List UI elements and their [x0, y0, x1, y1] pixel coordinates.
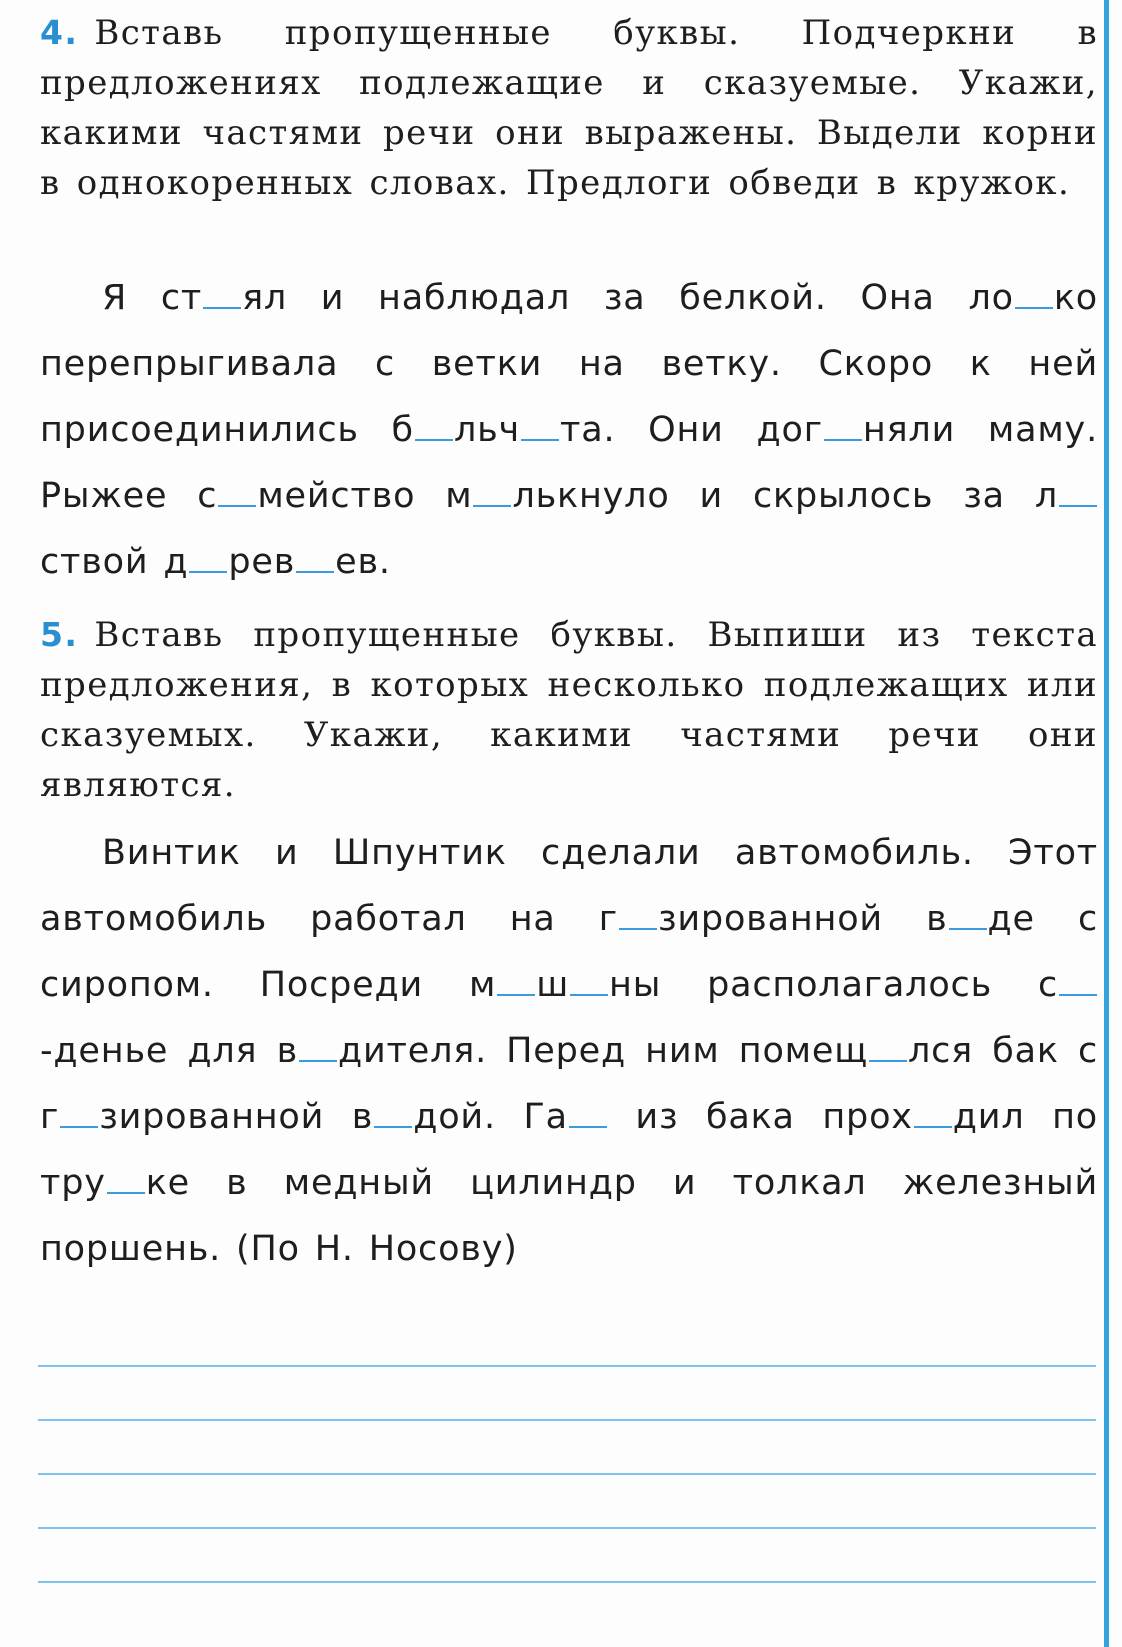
text-fragment: ны располагалось с: [609, 965, 1058, 1005]
letter-blank[interactable]: [299, 1034, 337, 1062]
letter-blank[interactable]: [569, 1100, 607, 1128]
text-fragment: де с сиропом. Посреди м: [40, 899, 1099, 1005]
letter-blank[interactable]: [619, 902, 657, 930]
letter-blank[interactable]: [914, 1100, 952, 1128]
answer-line[interactable]: [38, 1313, 1096, 1367]
letter-blank[interactable]: [473, 479, 511, 507]
letter-blank[interactable]: [189, 545, 227, 573]
text-fragment: зированной в: [657, 899, 948, 939]
task-4-instruction: Вставь пропущенные буквы. Подчеркни в предложениях подлежащие и сказуемые. Укажи, какими частями речи они выражены. Выдели корни в однокоренных словах. Предлоги обведи в кружок.: [40, 13, 1098, 203]
task-4: [40, 8, 1098, 208]
text-fragment: лся бак с г: [40, 1031, 1098, 1137]
answer-line[interactable]: [38, 1367, 1096, 1421]
answer-line[interactable]: [38, 1421, 1096, 1475]
text-fragment: дой. Га: [413, 1097, 568, 1137]
text-fragment: та. Они дог: [560, 410, 823, 450]
answer-line[interactable]: [38, 1529, 1096, 1583]
text-fragment: мейство м: [257, 476, 473, 516]
task-5-exercise-text: [40, 820, 1098, 1282]
text-fragment: -денье для в: [40, 1031, 298, 1071]
task-4-number: 4.: [40, 13, 79, 52]
text-fragment: Винтик и Шпунтик сделали автомобиль. Этот автомобиль работал на г: [40, 833, 1098, 939]
text-fragment: рев: [228, 542, 296, 582]
letter-blank[interactable]: [824, 413, 862, 441]
letter-blank[interactable]: [203, 281, 241, 309]
letter-blank[interactable]: [949, 902, 987, 930]
letter-blank[interactable]: [570, 968, 608, 996]
task-4-instruction-block: [40, 8, 1098, 208]
task-5-number: 5.: [40, 615, 79, 654]
text-fragment: из бака прох: [607, 1097, 913, 1137]
text-fragment: зированной в: [99, 1097, 374, 1137]
letter-blank[interactable]: [218, 479, 256, 507]
margin-rule: [1104, 0, 1109, 1647]
letter-blank[interactable]: [60, 1100, 98, 1128]
letter-blank[interactable]: [1059, 479, 1097, 507]
letter-blank[interactable]: [415, 413, 453, 441]
text-fragment: лькнуло и скрылось за л: [512, 476, 1058, 516]
letter-blank[interactable]: [296, 545, 334, 573]
letter-blank[interactable]: [869, 1034, 907, 1062]
letter-blank[interactable]: [497, 968, 535, 996]
text-fragment: ял и наблюдал за белкой. Она ло: [242, 278, 1014, 318]
answer-line[interactable]: [38, 1475, 1096, 1529]
answer-lines[interactable]: [38, 1313, 1096, 1583]
text-fragment: Я ст: [102, 278, 203, 318]
text-fragment: няли маму. Рыжее с: [40, 410, 1098, 516]
text-fragment: дил по тру: [40, 1097, 1098, 1203]
text-fragment: ке в медный цилиндр и толкал железный поршень. (По Н. Носову): [40, 1163, 1098, 1269]
task-5: [40, 610, 1098, 810]
text-fragment: дителя. Перед ним помещ: [338, 1031, 868, 1071]
text-fragment: льч: [453, 410, 521, 450]
task-4-exercise-text: [40, 265, 1098, 595]
letter-blank[interactable]: [1015, 281, 1053, 309]
letter-blank[interactable]: [1059, 968, 1097, 996]
task-5-instruction: Вставь пропущенные буквы. Выпиши из текста предложения, в которых несколько подлежащих или сказуемых. Укажи, какими частями речи они являются.: [40, 615, 1098, 805]
task-5-instruction-block: [40, 610, 1098, 810]
text-fragment: ствой д: [40, 542, 189, 582]
text-fragment: ев.: [335, 542, 391, 582]
text-fragment: ко перепрыгивала с ветки на ветку. Скоро к ней присоединились б: [40, 278, 1098, 450]
letter-blank[interactable]: [521, 413, 559, 441]
letter-blank[interactable]: [107, 1166, 145, 1194]
text-fragment: ш: [536, 965, 570, 1005]
letter-blank[interactable]: [374, 1100, 412, 1128]
